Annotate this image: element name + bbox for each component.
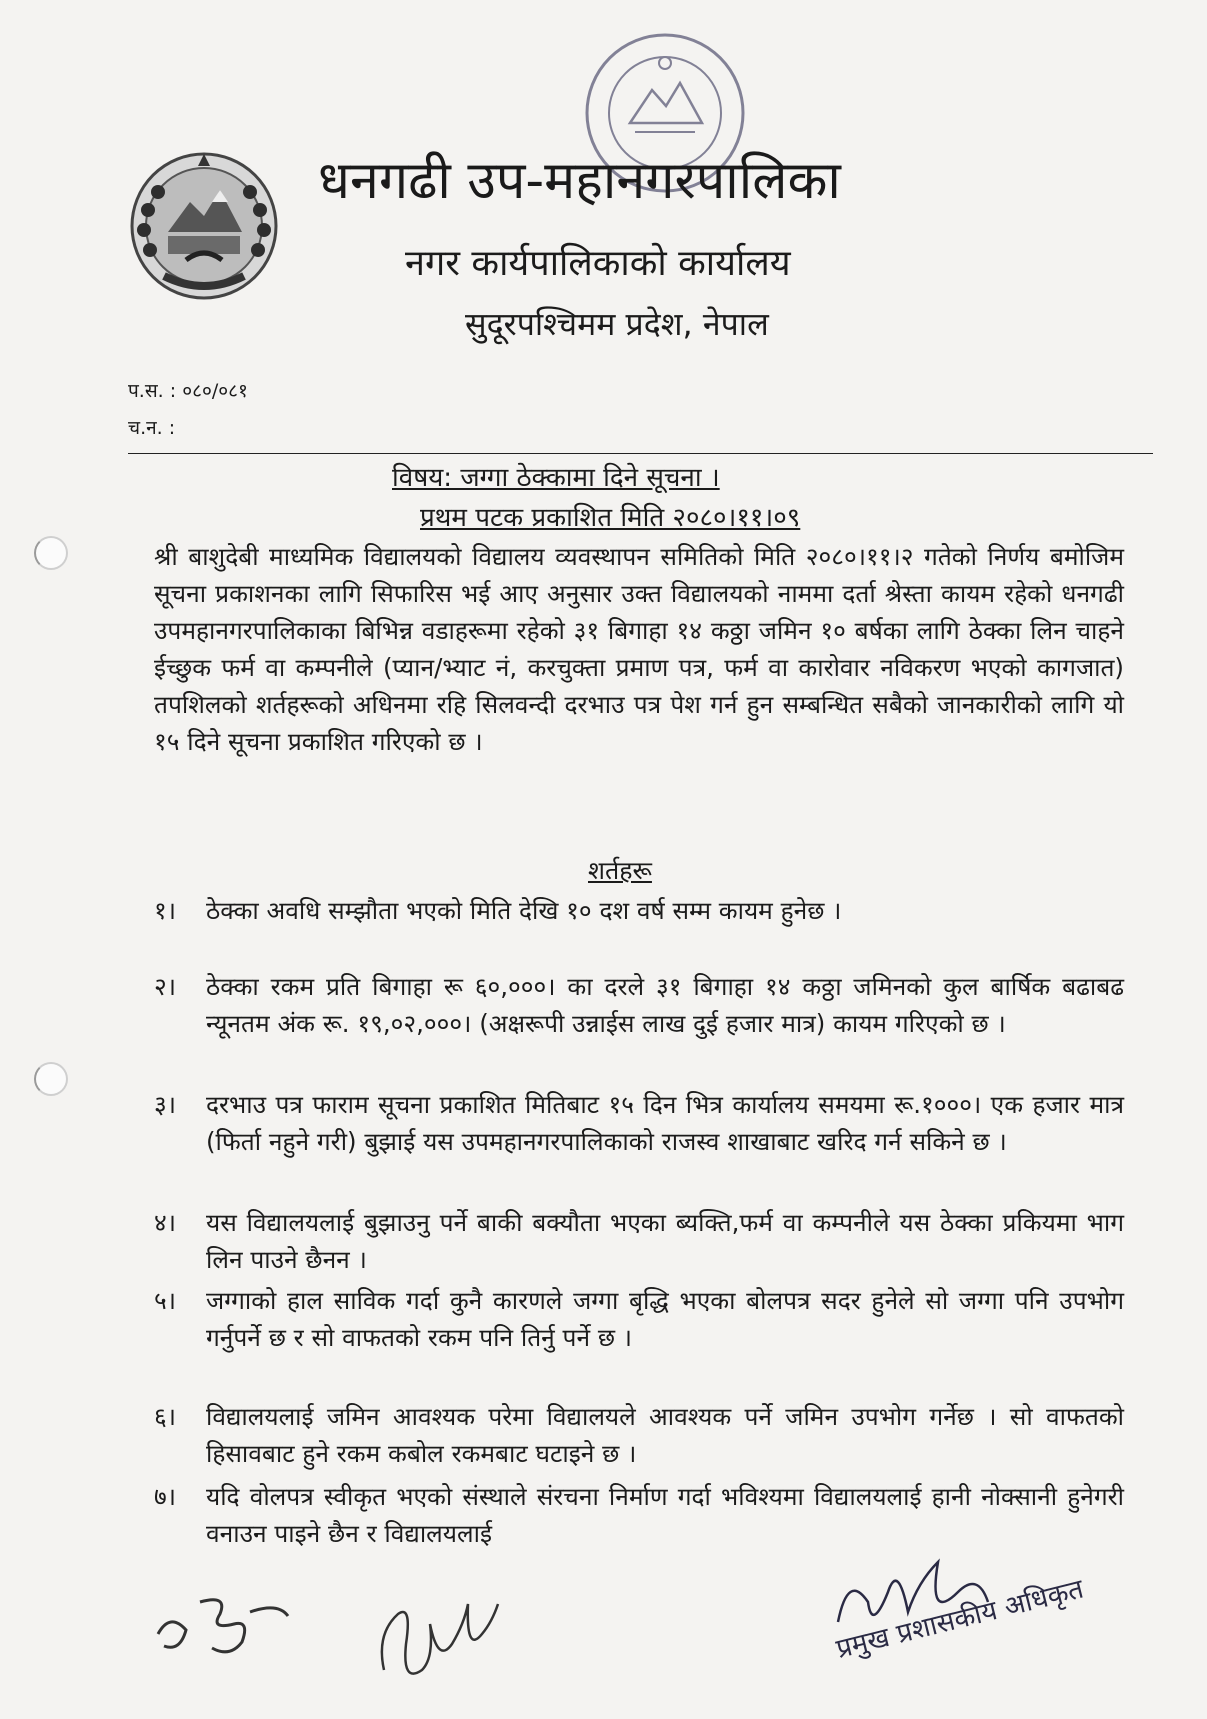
condition-number: ६। [154, 1402, 177, 1431]
punch-hole [34, 1062, 68, 1096]
header-divider [128, 453, 1153, 454]
condition-item [154, 1282, 1124, 1356]
condition-text: ठेक्का अवधि सम्झौता भएको मिति देखि १० दश वर्ष सम्म कायम हुनेछ । [206, 896, 842, 925]
reference-cn: च.न. : [128, 417, 176, 439]
condition-text: यस विद्यालयलाई बुझाउनु पर्ने बाकी बक्यौता भएका ब्यक्ति,फर्म वा कम्पनीले यस ठेक्का प्रकियमा भाग लिन पाउने छैनन । [206, 1208, 1124, 1274]
condition-text: विद्यालयलाई जमिन आवश्यक परेमा विद्यालयले आवश्यक पर्ने जमिन उपभोग गर्नेछ । सो वाफतको हिसावबाट हुने रकम कबोल रकमबाट घटाइने छ । [206, 1402, 1124, 1468]
condition-item [154, 1086, 1124, 1160]
condition-number: ७। [154, 1482, 177, 1511]
condition-text: यदि वोलपत्र स्वीकृत भएको संस्थाले संरचना निर्माण गर्दा भविश्यमा विद्यालयलाई हानी नोक्सानी हुनेगरी वनाउन पाइने छैन र विद्यालयलाई [206, 1482, 1124, 1548]
conditions-heading: शर्तहरू [588, 856, 652, 885]
condition-number: २। [154, 972, 177, 1001]
nepal-emblem-icon [128, 150, 280, 302]
reference-ps: प.स. : ०८०/०८१ [128, 380, 248, 402]
condition-item [154, 892, 1124, 929]
condition-item [154, 968, 1124, 1042]
condition-number: १। [154, 896, 177, 925]
condition-item [154, 1478, 1124, 1552]
province-address: सुदूरपश्चिमम प्रदेश, नेपाल [465, 305, 769, 343]
condition-text: जग्गाको हाल साविक गर्दा कुनै कारणले जग्गा बृद्धि भएका बोलपत्र सदर हुनेले सो जग्गा पनि उपभोग गर्नुपर्ने छ र सो वाफतको रकम पनि तिर्नु पर्ने छ । [206, 1286, 1124, 1352]
notice-subject: विषय: जग्गा ठेक्कामा दिने सूचना । [392, 463, 720, 493]
condition-number: ४। [154, 1208, 177, 1237]
punch-hole [34, 536, 68, 570]
condition-text: ठेक्का रकम प्रति बिगाहा रू ६०,०००। का दरले ३१ बिगाहा १४ कठ्ठा जमिनको कुल बार्षिक बढाबढ न्यूनतम अंक रू. १९,०२,०००। (अक्षरूपी उन्नाईस लाख दुई हजार मात्र) कायम गरिएको छ । [206, 972, 1124, 1038]
office-name: नगर कार्यपालिकाको कार्यालय [405, 243, 791, 284]
notice-intro: श्री बाशुदेबी माध्यमिक विद्यालयको विद्यालय व्यवस्थापन समितिको मिति २०८०।११।२ गतेको निर्णय बमोजिम सूचना प्रकाशनका लागि सिफारिस भई आए अनुसार उक्त विद्यालयको नाममा दर्ता श्रेस्ता कायम रहेको धनगढी उपमहानगरपालिकाका बिभिन्न वडाहरूमा रहेको ३१ बिगाहा १४ कठ्ठा जमिन १० बर्षका लागि ठेक्का लिन चाहने ईच्छुक फर्म वा कम्पनीले (प्यान/भ्याट नं, करचुक्ता प्रमाण पत्र, फर्म वा कारोवार नविकरण भएको कागजात) तपशिलको शर्तहरूको अधिनमा रहि सिलवन्दी दरभाउ पत्र पेश गर्न हुन सम्बन्धित सबैको जानकारीको लागि यो १५ दिने सूचना प्रकाशित गरिएको छ । [154, 542, 1124, 756]
signature-2 [372, 1574, 502, 1694]
published-date: प्रथम पटक प्रकाशित मिति २०८०।११।०९ [420, 503, 801, 533]
condition-number: ५। [154, 1286, 177, 1315]
signature-stamp-title: प्रमुख प्रशासकीय अधिकृत [833, 1573, 1087, 1665]
signature-1 [150, 1572, 300, 1662]
condition-item [154, 1398, 1124, 1472]
condition-number: ३। [154, 1090, 177, 1119]
condition-text: दरभाउ पत्र फाराम सूचना प्रकाशित मितिबाट १५ दिन भित्र कार्यालय समयमा रू.१०००। एक हजार मात्र (फिर्ता नहुने गरी) बुझाई यस उपमहानगरपालिकाको राजस्व शाखाबाट खरिद गर्न सकिने छ । [206, 1090, 1124, 1156]
condition-item [154, 1204, 1124, 1278]
organization-name: धनगढी उप-महानगरपालिका [318, 151, 841, 211]
